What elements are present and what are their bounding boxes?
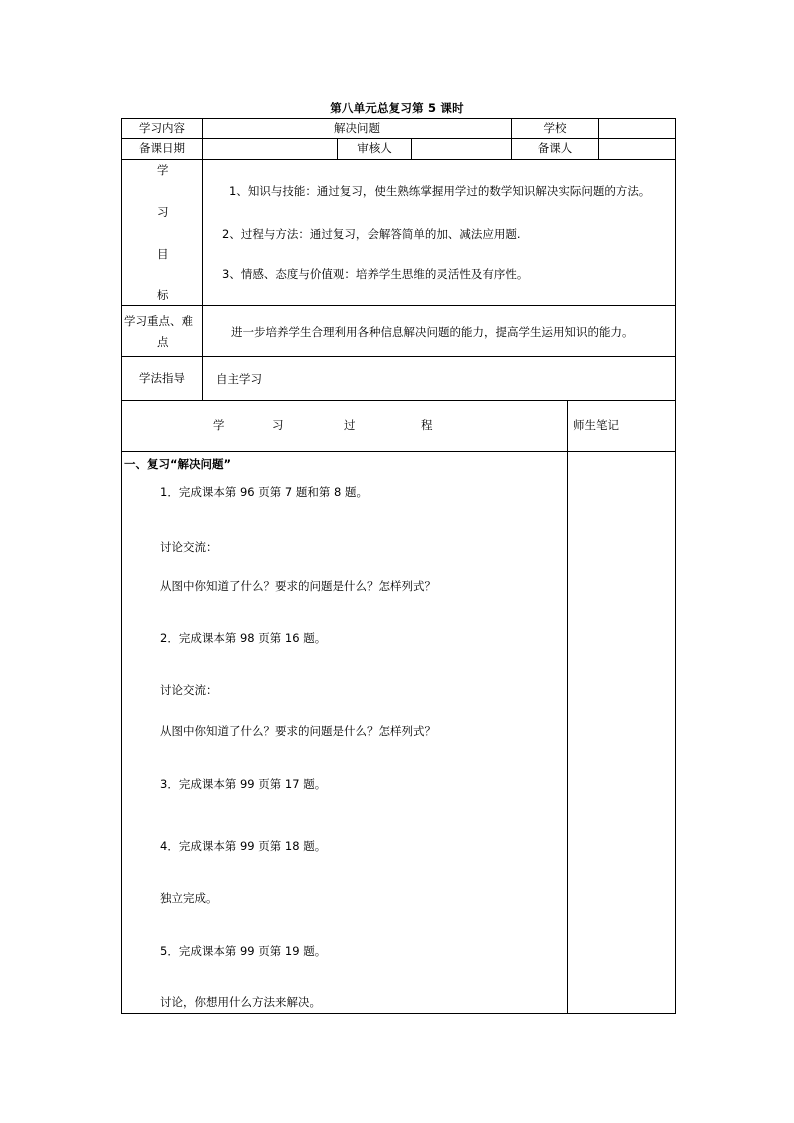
process-line: 1．完成课本第 96 页第 7 题和第 8 题。 (160, 485, 369, 499)
goal-item: 2、过程与方法：通过复习，会解答简单的加、减法应用题. (222, 227, 521, 241)
content-label: 学习内容 (139, 120, 185, 135)
process-line: 2．完成课本第 98 页第 16 题。 (160, 631, 327, 645)
process-header-char: 过 (344, 418, 356, 432)
school-value (599, 119, 675, 138)
process-line: 5．完成课本第 99 页第 19 题。 (160, 944, 327, 958)
method-label: 学法指导 (139, 370, 185, 385)
key-points-label-2: 点 (157, 335, 169, 349)
process-header-char: 习 (272, 418, 284, 432)
goal-item: 1、知识与技能：通过复习，使生熟练掌握用学过的数学知识解决实际问题的方法。 (229, 184, 651, 198)
goals-label-char: 学 (157, 163, 169, 177)
key-points-label: 学习重点、难 (124, 314, 193, 328)
process-line: 讨论交流： (160, 683, 218, 697)
key-points-value: 进一步培养学生合理利用各种信息解决问题的能力，提高学生运用知识的能力。 (231, 325, 634, 339)
goals-label-char: 目 (157, 247, 169, 261)
content-value: 解决问题 (334, 120, 380, 135)
notes-label: 师生笔记 (573, 418, 619, 432)
school-label: 学校 (543, 120, 567, 135)
goal-item: 3、情感、态度与价值观：培养学生思维的灵活性及有序性。 (222, 267, 529, 281)
goals-label-char: 标 (157, 288, 169, 302)
process-line: 3．完成课本第 99 页第 17 题。 (160, 777, 327, 791)
date-label: 备课日期 (139, 141, 185, 156)
process-line: 从图中你知道了什么？要求的问题是什么？怎样列式？ (160, 579, 436, 593)
goals-label-char: 习 (157, 205, 169, 219)
page-title: 第八单元总复习第 5 课时 (330, 101, 464, 115)
process-line: 从图中你知道了什么？要求的问题是什么？怎样列式？ (160, 724, 436, 738)
preparer-label: 备课人 (537, 141, 573, 156)
reviewer-value (412, 139, 511, 159)
process-line: 4．完成课本第 99 页第 18 题。 (160, 839, 327, 853)
method-value: 自主学习 (216, 372, 262, 386)
process-header-char: 程 (421, 418, 433, 432)
section-title: 一、复习“解决问题” (124, 457, 232, 471)
process-line: 讨论交流： (160, 540, 218, 554)
process-header-char: 学 (213, 418, 225, 432)
process-line: 独立完成。 (160, 891, 218, 905)
date-value (203, 139, 337, 159)
reviewer-label: 审核人 (357, 141, 392, 156)
preparer-value (599, 139, 675, 159)
process-line: 讨论，你想用什么方法来解决。 (160, 995, 321, 1009)
